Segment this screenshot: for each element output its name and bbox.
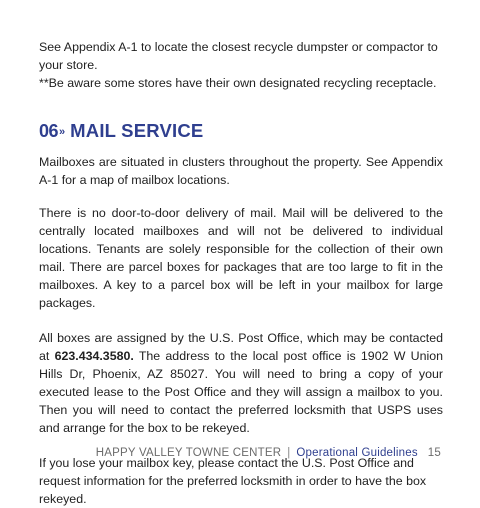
intro-appendix-note: See Appendix A-1 to locate the closest recycle dumpster or compactor to your store. bbox=[39, 40, 438, 72]
footer-separator: | bbox=[287, 447, 291, 459]
footer-center-name: HAPPY VALLEY TOWNE CENTER bbox=[95, 447, 282, 459]
post-office-text-start: All boxes are assigned by the U.S. Post Office, which may be contacted at bbox=[39, 331, 443, 363]
paragraph-post-office bbox=[39, 329, 443, 437]
post-office-phone: 623.434.3580. bbox=[54, 349, 134, 363]
section-heading bbox=[39, 120, 443, 142]
footer-guidelines-title: Operational Guidelines bbox=[296, 447, 418, 459]
paragraph-lost-key: If you lose your mailbox key, please contact the U.S. Post Office and request information for the preferred locksmith in order to have the box rekeyed. bbox=[39, 456, 427, 506]
page-footer bbox=[96, 447, 441, 459]
intro-recycling-note: **Be aware some stores have their own designated recycling receptacle. bbox=[39, 76, 437, 90]
section-title: MAIL SERVICE bbox=[70, 120, 204, 141]
section-number: 06 bbox=[39, 121, 59, 141]
intro-block bbox=[39, 38, 443, 92]
footer-page-number: 15 bbox=[427, 447, 441, 459]
page-content bbox=[39, 38, 443, 508]
paragraph-mailbox-clusters: Mailboxes are situated in clusters throughout the property. See Appendix A-1 for a map of mailbox locations. bbox=[39, 155, 443, 187]
section-arrow-icon: » bbox=[59, 126, 66, 138]
paragraph-delivery-policy: There is no door-to-door delivery of mail. Mail will be delivered to the centrally located mailboxes and will not be delivered to individual locations. Tenants are solely responsible for the collection of their own mail. There are parcel boxes for packages that are too large to fit in the mailboxes. A key to a parcel box will be left in your mailbox for large packages. bbox=[39, 206, 443, 310]
post-office-text-end: The address to the local post office is 1902 W Union Hills Dr, Phoenix, AZ 85027. You will need to bring a copy of your executed lease to the Post Office and they will assign a mailbox to you. Then you will need to contact the preferred locksmith that USPS uses and arrange for the box to be rekeyed. bbox=[39, 349, 444, 435]
